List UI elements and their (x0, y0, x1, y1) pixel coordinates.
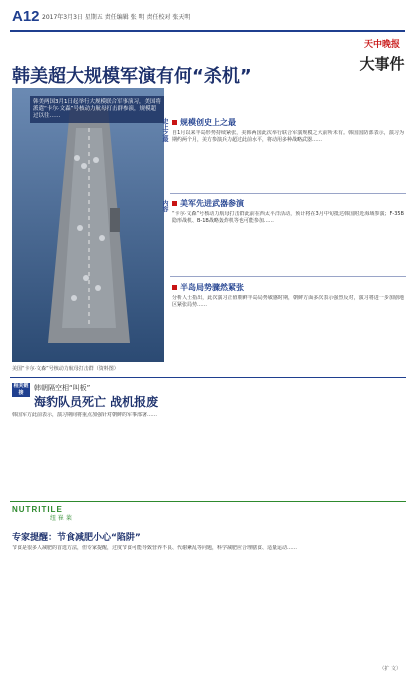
subhead-1: 规模创史上之最 (172, 117, 236, 128)
divider-2 (170, 276, 406, 277)
divider-1 (170, 193, 406, 194)
subhead-2: 美军先进武器参演 (172, 198, 244, 209)
subhead-3: 半岛局势骤然紧张 (172, 282, 244, 293)
nutrition-headline: 专家提醒：节食减肥小心“陷阱” (12, 533, 141, 543)
divider-4 (10, 501, 406, 502)
divider-3 (10, 377, 406, 378)
second-subtitle: 韩朝隔空相“叫板” (34, 384, 91, 392)
section-logo (359, 35, 405, 95)
brand-name: 天中晚报 (363, 40, 400, 50)
page-meta: 2017年3月3日 星期五 责任编辑 张 明 责任校对 张天明 (42, 14, 191, 21)
section-side-label-2: 内容 (161, 200, 168, 212)
section-text-1: 自1月以来半岛形势持续紧张，美韩两国此次举行联合军演规模之大前所未有。韩国国防部表示，演习为期约两个月，美方参演兵力超过此前水平，将动用多种战略武器…… (172, 130, 404, 143)
related-tag: 相关链接 (13, 383, 29, 396)
second-headline: 海豹队员死亡 战机报废 (34, 395, 159, 409)
lede-text: 韩美两国3月1日起举行大规模联合军事演习，美国将派遣“卡尔·文森”号核动力航母打击群参演，规模超过以往…… (30, 96, 164, 123)
page-number: A12 (12, 8, 40, 25)
main-headline: 韩美超大规模军演有何“杀机” (12, 66, 252, 87)
nutrition-text: 节食是很多人减肥的首选方法，但专家提醒，过度节食可能导致营养不良、代谢紊乱等问题，科学减肥应合理膳食、适量运动…… (12, 545, 298, 551)
header-rule (10, 30, 405, 32)
second-text: 韩国军方此前表示，演习期间将重点加强针对朝鲜的军事部署…… (12, 412, 158, 418)
photo-caption: 美国“卡尔·文森”号核动力航母打击群（资料图） (12, 366, 119, 372)
section-text-2: “卡尔·文森”号核动力航母打击群此前在西太平洋活动，预计将在3月中旬抵达韩国附近海域参演；F-35B隐形战机、B-1B战略轰炸机等也可能参加…… (172, 211, 404, 224)
credit: （扩 文） (379, 666, 401, 672)
section-text-3: 分析人士指出，此次演习正值朝鲜半岛局势敏感时期，朝鲜方面多次表示强烈反对，演习将进一步加剧地区紧张局势…… (172, 295, 404, 308)
carrier-photo (12, 88, 164, 362)
nutrition-sublabel: 纽 崔 莱 (50, 515, 72, 522)
section-side-label-1: 史上之最 (161, 118, 168, 142)
section-name: 大事件 (359, 55, 405, 73)
nutrition-label: NUTRITILE (12, 505, 63, 514)
page-header (0, 0, 415, 38)
